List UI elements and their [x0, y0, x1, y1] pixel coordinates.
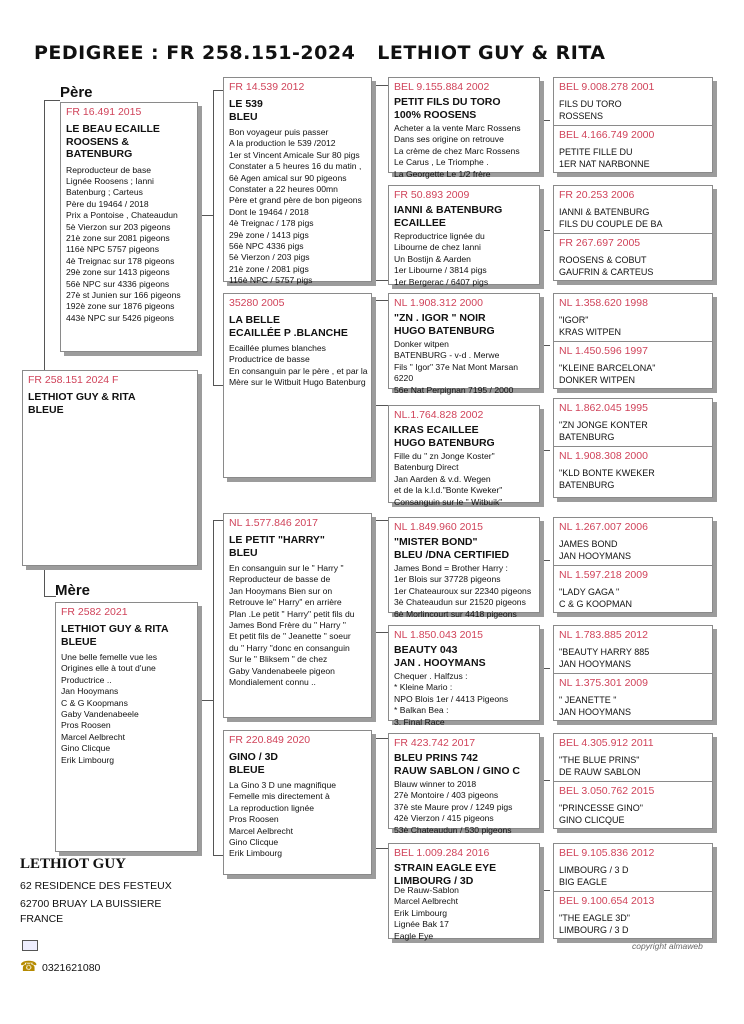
connector-line [213, 855, 223, 856]
connector-line [198, 700, 214, 701]
mother-label: Mère [55, 582, 91, 599]
dam-entry [554, 891, 712, 936]
description-line: 37è ste Maure prov / 1249 pigs [394, 801, 513, 812]
description-line: La reproduction lignée [229, 802, 315, 813]
address-line: 62700 BRUAY LA BUISSIERE [20, 898, 162, 910]
description-line: NPO Blois 1er / 4413 Pigeons [394, 693, 509, 704]
name-line: JAMES BOND [559, 539, 618, 549]
name-line: "ZN JONGE KONTER [559, 420, 648, 430]
ggp-card-mff[interactable] [388, 517, 540, 619]
name-line: FILS DU TORO [559, 99, 622, 109]
ggp-card-fmf[interactable] [388, 293, 540, 395]
ring-number: NL 1.375.301 2009 [559, 677, 648, 689]
description-line: 5è Vierzon sur 203 pigeons [66, 221, 171, 232]
pigeon-name: LA BELLE ECAILLÉE P .BLANCHE [229, 314, 348, 339]
description-line: Gino Clicque [229, 837, 279, 848]
connector-line [44, 100, 45, 370]
description-line: Productrice de basse [229, 354, 310, 365]
ring-number: FR 258.151 2024 F [28, 374, 119, 386]
pigeon-description [394, 451, 534, 508]
name-line: KRAS WITPEN [559, 327, 622, 337]
description-line: BATENBURG - v-d . Merwe [394, 350, 500, 361]
description-line: 116è NPC 5757 pigeons [66, 244, 160, 255]
name-line: LIMBOURG / 3 D [559, 925, 629, 935]
description-line: La Gino 3 D une magnifique [229, 780, 337, 790]
description-line: Retrouve le" Harry" en arrière [229, 597, 342, 608]
description-line: Marcel Aelbrecht [394, 896, 459, 907]
connector-line [372, 300, 373, 405]
breeder-name: LETHIOT GUY [20, 856, 127, 872]
ring-number: FR 14.539 2012 [229, 81, 305, 93]
dam-entry [554, 565, 712, 610]
ring-number: BEL 9.105.836 2012 [559, 847, 655, 859]
connector-line [44, 100, 60, 101]
description-line: 3. Final Race [394, 716, 445, 727]
ggp-card-mfm[interactable] [388, 625, 540, 727]
description-line: Père du 19464 / 2018 [66, 198, 149, 209]
pigeon-name: BEAUTY 043 JAN . HOOYMANS [394, 644, 486, 669]
description-line: Gino Clicque [61, 743, 111, 754]
pigeon-name [559, 254, 707, 278]
description-line: 6220 [394, 373, 414, 384]
pigeon-description [394, 231, 534, 288]
description-line: James Bond Frère du " Harry " [229, 620, 346, 631]
description-line: Fils " Igor" 37e Nat Mont Marsan [394, 361, 519, 372]
pigeon-name: "ZN . IGOR " NOIR HUGO BATENBURG [394, 312, 495, 337]
connector-line [44, 566, 45, 596]
description-line: En consanguin par le père , et par la [229, 365, 368, 376]
ring-number: NL 1.597.218 2009 [559, 569, 648, 581]
connector-line [540, 890, 550, 891]
description-line: Et petit fils de " Jeanette " soeur [229, 631, 351, 642]
name-line: JAN HOOYMANS [559, 659, 632, 669]
description-line: 6è Morlincourt sur 4418 pigeons [394, 608, 517, 619]
description-line: 4è Treignac / 178 pigs [229, 218, 314, 229]
address-line: FRANCE [20, 913, 64, 925]
description-line: De Rauw-Sablon [394, 885, 459, 895]
description-line: Bon voyageur puis passer [229, 127, 329, 137]
pigeon-name: LETHIOT GUY & RITA BLEUE [61, 623, 169, 648]
description-line: La Georgette Le 1/2 frère [394, 168, 491, 179]
description-line: Constater a 22 heures 00mn [229, 184, 338, 195]
description-line: A la production le 539 /2012 [229, 138, 336, 149]
description-line: 56e Nat Perpignan 7195 / 2000 [394, 384, 514, 395]
description-line: Une belle femelle vue les [61, 652, 158, 662]
name-line: "IGOR" [559, 315, 589, 325]
ring-number: FR 220.849 2020 [229, 734, 311, 746]
name-line: DE RAUW SABLON [559, 767, 641, 777]
name-line: DONKER WITPEN [559, 375, 636, 385]
description-line: 42è Vierzon / 415 pigeons [394, 813, 494, 824]
description-line: Dans ses origine on retrouve [394, 134, 504, 145]
pigeon-description [394, 779, 534, 836]
ring-number: BEL 1.009.284 2016 [394, 847, 490, 859]
name-line: BATENBURG [559, 432, 615, 442]
pigeon-name: KRAS ECAILLEE HUGO BATENBURG [394, 424, 495, 449]
description-line: 56è NPC sur 4336 pigeons [66, 278, 170, 289]
name-line: BATENBURG [559, 480, 615, 490]
pigeon-description [229, 127, 366, 287]
pigeon-name: LE 539 BLEU [229, 98, 263, 123]
description-line: et de la k.l.d."Bonte Kweker" [394, 485, 503, 496]
sire-entry [559, 521, 707, 562]
mother-card[interactable] [55, 602, 198, 852]
dam-entry [554, 233, 712, 278]
ring-number: BEL 4.166.749 2000 [559, 129, 655, 141]
telephone-icon: ☎ [20, 958, 38, 974]
pigeon-name [559, 362, 707, 386]
description-line: 56è NPC 4336 pigs [229, 241, 304, 252]
address-line: 62 RESIDENCE DES FESTEUX [20, 880, 172, 892]
description-line: Sur le " Bliksem " de chez [229, 654, 328, 665]
dam-entry [554, 446, 712, 491]
name-line: "KLD BONTE KWEKER [559, 468, 655, 478]
pigeon-name: "MISTER BOND" BLEU /DNA CERTIFIED [394, 536, 510, 561]
pigeon-description [394, 885, 534, 942]
description-line: Dont le 19464 / 2018 [229, 206, 309, 217]
pigeon-name [559, 864, 707, 888]
description-line: Le Carus , Le Triomphe . [394, 157, 489, 168]
connector-line [213, 90, 223, 91]
dam-entry [554, 781, 712, 826]
pigeon-name [559, 694, 707, 718]
ring-number: NL 1.850.043 2015 [394, 629, 483, 641]
page-title [34, 42, 606, 64]
ancestor-pair-card[interactable] [553, 517, 713, 613]
envelope-icon[interactable] [22, 940, 38, 951]
description-line: Erik Limbourg [61, 754, 115, 765]
connector-line [540, 780, 550, 781]
pigeon-name [559, 419, 707, 443]
description-line: 1er Libourne / 3814 pigs [394, 265, 487, 276]
pigeon-description [229, 780, 366, 860]
connector-line [540, 120, 550, 121]
ring-number: NL 1.358.620 1998 [559, 297, 648, 309]
connector-line [540, 345, 550, 346]
pigeon-description [229, 343, 366, 389]
name-line: GAUFRIN & CARTEUS [559, 267, 654, 277]
description-line: Marcel Aelbrecht [61, 731, 126, 742]
ring-number: BEL 3.050.762 2015 [559, 785, 655, 797]
description-line: James Bond = Brother Harry : [394, 563, 508, 573]
ggp-card-fmm[interactable] [388, 405, 540, 507]
description-line: Jan Hooymans Bien sur on [229, 585, 333, 596]
description-line: Eagle Eye [394, 930, 434, 941]
description-line: Mondialement connu .. [229, 677, 316, 688]
pigeon-name [559, 646, 707, 670]
description-line: Un Bostijn & Aarden [394, 253, 471, 264]
ring-number: BEL 9.008.278 2001 [559, 81, 655, 93]
phone-number[interactable]: 0321621080 [42, 962, 101, 974]
description-line: du " Harry "donc en consanguin [229, 642, 350, 653]
father-card[interactable] [60, 102, 198, 352]
pigeon-name [559, 912, 707, 936]
description-line: Constater a 5 heures 16 du matin , [229, 161, 362, 172]
description-line: Gaby Vandenabeele pigeon [229, 665, 335, 676]
connector-line [540, 450, 550, 451]
description-line: En consanguin sur le " Harry " [229, 563, 344, 573]
sire-entry [559, 629, 707, 670]
ring-number: NL 1.862.045 1995 [559, 402, 648, 414]
description-line: 29è zone sur 1413 pigeons [66, 267, 170, 278]
ancestor-pair-card[interactable] [553, 625, 713, 721]
connector-line [372, 632, 388, 633]
sire-entry [559, 847, 707, 888]
connector-line [540, 230, 550, 231]
description-line: Batenburg ; Carteus [66, 187, 143, 198]
connector-line [372, 520, 373, 632]
description-line: C & G Koopmans [61, 697, 128, 708]
paternal-grandmother-card[interactable] [223, 293, 372, 478]
connector-line [540, 560, 550, 561]
ancestor-pair-card[interactable] [553, 293, 713, 389]
ring-number: FR 20.253 2006 [559, 189, 635, 201]
connector-line [372, 738, 388, 739]
sire-entry [559, 402, 707, 443]
name-line: JAN HOOYMANS [559, 707, 632, 717]
name-line: ROOSENS & COBUT [559, 255, 647, 265]
name-line: "BEAUTY HARRY 885 [559, 647, 650, 657]
name-line: IANNI & BATENBURG [559, 207, 650, 217]
connector-line [540, 668, 550, 669]
description-line: Consanguin sur le " Witbuik" [394, 496, 503, 507]
name-line: " JEANETTE " [559, 695, 617, 705]
description-line: 27è Montoire / 403 pigeons [394, 790, 499, 801]
description-line: 21è zone / 2081 pigs [229, 263, 309, 274]
name-line: JAN HOOYMANS [559, 551, 632, 561]
ggp-card-fff[interactable] [388, 77, 540, 179]
name-line: BIG EAGLE [559, 877, 608, 887]
pigeon-name [559, 314, 707, 338]
name-line: "THE BLUE PRINS" [559, 755, 640, 765]
description-line: * Kleine Mario : [394, 682, 453, 693]
description-line: Origines elle à tout d'une [61, 663, 156, 674]
description-line: Gaby Vandenabeele [61, 709, 139, 720]
description-line: 1er st Vincent Amicale Sur 80 pigs [229, 149, 360, 160]
sire-entry [559, 297, 707, 338]
name-line: "KLEINE BARCELONA" [559, 363, 656, 373]
description-line: Pros Roosen [229, 814, 279, 825]
connector-line [372, 280, 388, 281]
pigeon-name [559, 98, 707, 122]
description-line: 3è Chateaudun sur 21520 pigeons [394, 597, 526, 608]
description-line: Jan Aarden & v.d. Wegen [394, 473, 491, 484]
description-line: 443è NPC sur 5426 pigeons [66, 312, 174, 323]
owner-title: LETHIOT GUY & RITA [377, 42, 606, 64]
sire-entry [559, 81, 707, 122]
connector-line [372, 300, 388, 301]
ring-number: FR 16.491 2015 [66, 106, 142, 118]
description-line: 1er Bergerac / 6407 pigs [394, 276, 489, 287]
pigeon-name [559, 538, 707, 562]
ancestor-pair-card[interactable] [553, 843, 713, 939]
sire-entry [559, 189, 707, 230]
description-line: Reproductrice lignée du [394, 231, 485, 241]
pigeon-name [559, 206, 707, 230]
pigeon-description [66, 165, 192, 325]
name-line: 1ER NAT NARBONNE [559, 159, 650, 169]
ring-number: NL 1.908.312 2000 [394, 297, 483, 309]
ggp-card-mmf[interactable] [388, 733, 540, 835]
ring-number: NL 1.577.846 2017 [229, 517, 318, 529]
description-line: Blauw winner to 2018 [394, 779, 477, 789]
description-line: Jan Hooymans [61, 686, 119, 697]
ring-number: NL 1.267.007 2006 [559, 521, 648, 533]
name-line: GINO CLICQUE [559, 815, 625, 825]
pigeon-description [61, 652, 192, 766]
description-line: Batenburg Direct [394, 462, 459, 473]
ggp-card-mmm[interactable] [388, 843, 540, 939]
pigeon-name: PETIT FILS DU TORO 100% ROOSENS [394, 96, 501, 121]
description-line: Lignée Bak 17 [394, 919, 449, 930]
connector-line [372, 85, 388, 86]
pigeon-name: LE PETIT "HARRY" BLEU [229, 534, 325, 559]
description-line: Marcel Aelbrecht [229, 825, 294, 836]
pigeon-name: GINO / 3D BLEUE [229, 751, 279, 776]
subject-card[interactable] [22, 370, 198, 566]
pigeon-description [394, 339, 534, 396]
description-line: 6è Agen amical sur 90 pigeons [229, 172, 347, 183]
connector-line [198, 215, 214, 216]
description-line: * Balkan Bea : [394, 705, 449, 716]
description-line: 29è zone / 1413 pigs [229, 229, 309, 240]
ring-number: BEL 9.100.654 2013 [559, 895, 655, 907]
ring-number: NL 1.450.596 1997 [559, 345, 648, 357]
pigeon-name [559, 586, 707, 610]
description-line: Erik Limbourg [229, 848, 283, 859]
description-line: Erik Limbourg [394, 907, 448, 918]
description-line: Mère sur le Witbuit Hugo Batenburg [229, 377, 366, 388]
description-line: Plan .Le petit " Harry" petit fils du [229, 608, 355, 619]
pigeon-description [394, 123, 534, 180]
ring-number: BEL 9.155.884 2002 [394, 81, 490, 93]
description-line: Ecaillée plumes blanches [229, 343, 326, 353]
description-line: 53è Chateaudun / 530 pigeons [394, 824, 512, 835]
name-line: FILS DU COUPLE DE BA [559, 219, 663, 229]
ring-number: BEL 4.305.912 2011 [559, 737, 654, 749]
description-line: 4è Treignac sur 178 pigeons [66, 255, 175, 266]
description-line: Libourne de chez Ianni [394, 242, 481, 253]
pedigree-title: PEDIGREE : FR 258.151-2024 [34, 42, 356, 64]
connector-line [213, 385, 223, 386]
name-line: ROSSENS [559, 111, 604, 121]
pigeon-name: BLEU PRINS 742 RAUW SABLON / GINO C [394, 752, 520, 777]
description-line: 192è zone sur 1876 pigeons [66, 301, 175, 312]
sire-entry [559, 737, 707, 778]
connector-line [372, 520, 388, 521]
ancestor-pair-card[interactable] [553, 77, 713, 173]
dam-entry [554, 125, 712, 170]
pigeon-name [559, 146, 707, 170]
copyright-text: copyright almaweb [632, 941, 703, 951]
paternal-grandfather-card[interactable] [223, 77, 372, 286]
ring-number: NL.1.764.828 2002 [394, 409, 484, 421]
name-line: PETITE FILLE DU [559, 147, 633, 157]
pigeon-name [559, 754, 707, 778]
dam-entry [554, 341, 712, 386]
description-line: Chequer . Halfzus : [394, 671, 468, 681]
description-line: Donker witpen [394, 339, 449, 349]
pigeon-description [394, 671, 534, 728]
pigeon-description [229, 563, 366, 688]
ring-number: FR 267.697 2005 [559, 237, 641, 249]
ring-number: 35280 2005 [229, 297, 285, 309]
description-line: Fille du " zn Jonge Koster" [394, 451, 495, 461]
connector-line [372, 848, 388, 849]
ring-number: NL 1.783.885 2012 [559, 629, 648, 641]
description-line: Pros Roosen [61, 720, 111, 731]
description-line: 5è Vierzon / 203 pigs [229, 252, 310, 263]
description-line: Prix a Pontoise , Chateaudun [66, 210, 178, 221]
description-line: La crème de chez Marc Rossens [394, 145, 520, 156]
maternal-grandmother-card[interactable] [223, 730, 372, 875]
description-line: Lignée Roosens ; Ianni [66, 175, 154, 186]
ring-number: FR 50.893 2009 [394, 189, 470, 201]
ancestor-pair-card[interactable] [553, 733, 713, 829]
pigeon-name: IANNI & BATENBURG ECAILLEE [394, 204, 503, 229]
name-line: "LADY GAGA " [559, 587, 620, 597]
connector-line [213, 90, 214, 385]
ring-number: FR 423.742 2017 [394, 737, 476, 749]
pigeon-description [394, 563, 534, 620]
dam-entry [554, 673, 712, 718]
pigeon-name: LE BEAU ECAILLE ROOSENS & BATENBURG [66, 123, 160, 160]
description-line: Acheter a la vente Marc Rossens [394, 123, 521, 133]
pigeon-name [559, 467, 707, 491]
description-line: 116è NPC / 5757 pigs [229, 275, 313, 286]
description-line: 27è st Junien sur 166 pigeons [66, 289, 181, 300]
name-line: LIMBOURG / 3 D [559, 865, 629, 875]
name-line: "PRINCESSE GINO" [559, 803, 643, 813]
connector-line [372, 85, 373, 280]
name-line: "THE EAGLE 3D" [559, 913, 630, 923]
ring-number: NL 1.849.960 2015 [394, 521, 483, 533]
connector-line [372, 405, 388, 406]
ring-number: FR 2582 2021 [61, 606, 128, 618]
description-line: Reproducteur de base [66, 164, 152, 175]
connector-line [372, 738, 373, 848]
description-line: Reproducteur de basse de [229, 574, 331, 585]
description-line: Femelle mis directement à [229, 791, 330, 802]
description-line: 1er Blois sur 37728 pigeons [394, 574, 501, 585]
maternal-grandfather-card[interactable] [223, 513, 372, 718]
connector-line [213, 520, 223, 521]
pigeon-name: STRAIN EAGLE EYE LIMBOURG / 3D [394, 862, 497, 887]
description-line: 1er Chateauroux sur 22340 pigeons [394, 585, 532, 596]
description-line: Père et grand père de bon pigeons [229, 195, 362, 206]
pigeon-name [559, 802, 707, 826]
name-line: C & G KOOPMAN [559, 599, 633, 609]
connector-line [213, 520, 214, 855]
father-label: Père [60, 84, 93, 101]
ggp-card-ffm[interactable] [388, 185, 540, 285]
ring-number: NL 1.908.308 2000 [559, 450, 648, 462]
description-line: Productrice .. [61, 674, 112, 685]
pigeon-name: LETHIOT GUY & RITA BLEUE [28, 391, 136, 416]
ancestor-pair-card[interactable] [553, 185, 713, 281]
description-line: 21è zone sur 2081 pigeons [66, 232, 170, 243]
ancestor-pair-card[interactable] [553, 398, 713, 498]
